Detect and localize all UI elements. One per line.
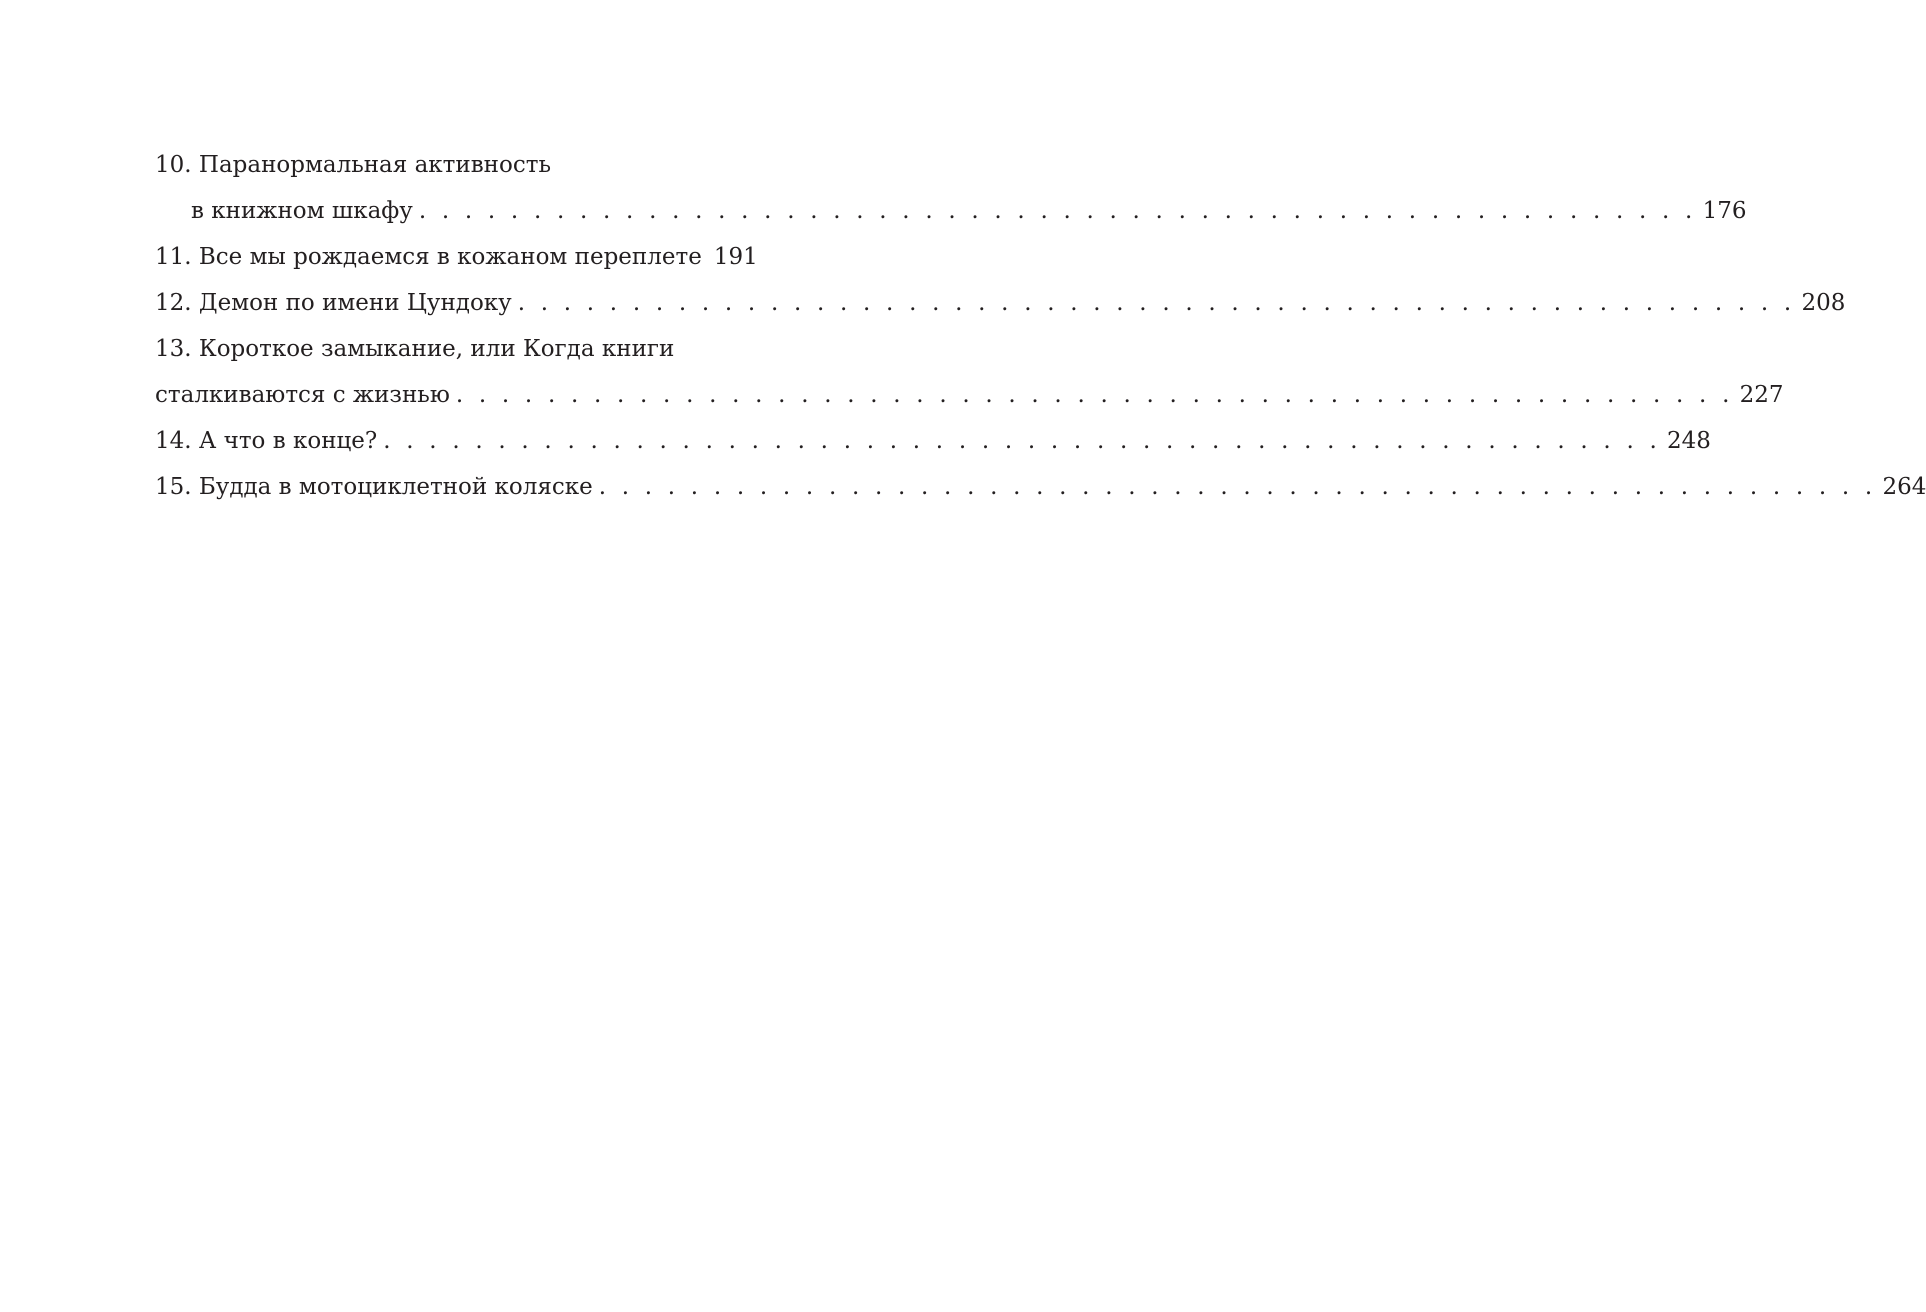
toc-entry-title: 15. Будда в мотоциклетной коляске — [155, 474, 593, 500]
toc-entry-13-continuation — [155, 372, 1784, 418]
toc-page-number: 208 — [1801, 290, 1846, 316]
dot-leader: . . . . . . . . . . . . . . . . . . . . . . . . . . . . . . . . . . . . . . . . . . . . . . . . . . . . . . . . — [455, 382, 1734, 408]
toc-entry-15 — [155, 464, 1926, 510]
toc-entry-title: 12. Демон по имени Цундоку — [155, 290, 512, 316]
toc-entry-14 — [155, 418, 1711, 464]
toc-page-number: 176 — [1702, 198, 1747, 224]
dot-leader: . . . . . . . . . . . . . . . . . . . . . . . . . . . . . . . . . . . . . . . . . . . . . . . . . . . . . . . . — [383, 428, 1661, 454]
toc-entry-title: 13. Короткое замыкание, или Когда книги — [155, 336, 675, 362]
toc-entry-12 — [155, 280, 1846, 326]
dot-leader: . . . . . . . . . . . . . . . . . . . . . . . . . . . . . . . . . . . . . . . . . . . . . . . . . . . . . . . . — [598, 474, 1877, 500]
toc-entry-11 — [155, 234, 758, 280]
dot-leader: . . . . . . . . . . . . . . . . . . . . . . . . . . . . . . . . . . . . . . . . . . . . . . . . . . . . . . . . — [418, 198, 1697, 224]
toc-page-number: 264 — [1882, 474, 1926, 500]
dot-leader: . . . . . . . . . . . . . . . . . . . . . . . . . . . . . . . . . . . . . . . . . . . . . . . . . . . . . . . . — [517, 290, 1796, 316]
toc-page-number: 248 — [1667, 428, 1711, 454]
table-of-contents — [155, 142, 1926, 510]
toc-page-number: 227 — [1739, 382, 1784, 408]
toc-entry-title-continuation: сталкиваются с жизнью — [155, 382, 450, 408]
toc-entry-title: 14. А что в конце? — [155, 428, 378, 454]
toc-entry-title: 10. Паранормальная активность — [155, 152, 551, 178]
toc-entry-title: 11. Все мы рождаемся в кожаном переплете — [155, 244, 702, 270]
toc-entry-title-continuation: в книжном шкафу — [191, 198, 413, 224]
toc-page-number: 191 — [713, 244, 758, 270]
toc-entry-13-title-line — [155, 326, 721, 372]
toc-entry-10-title-line — [155, 142, 721, 188]
toc-entry-10-continuation — [155, 188, 1747, 234]
